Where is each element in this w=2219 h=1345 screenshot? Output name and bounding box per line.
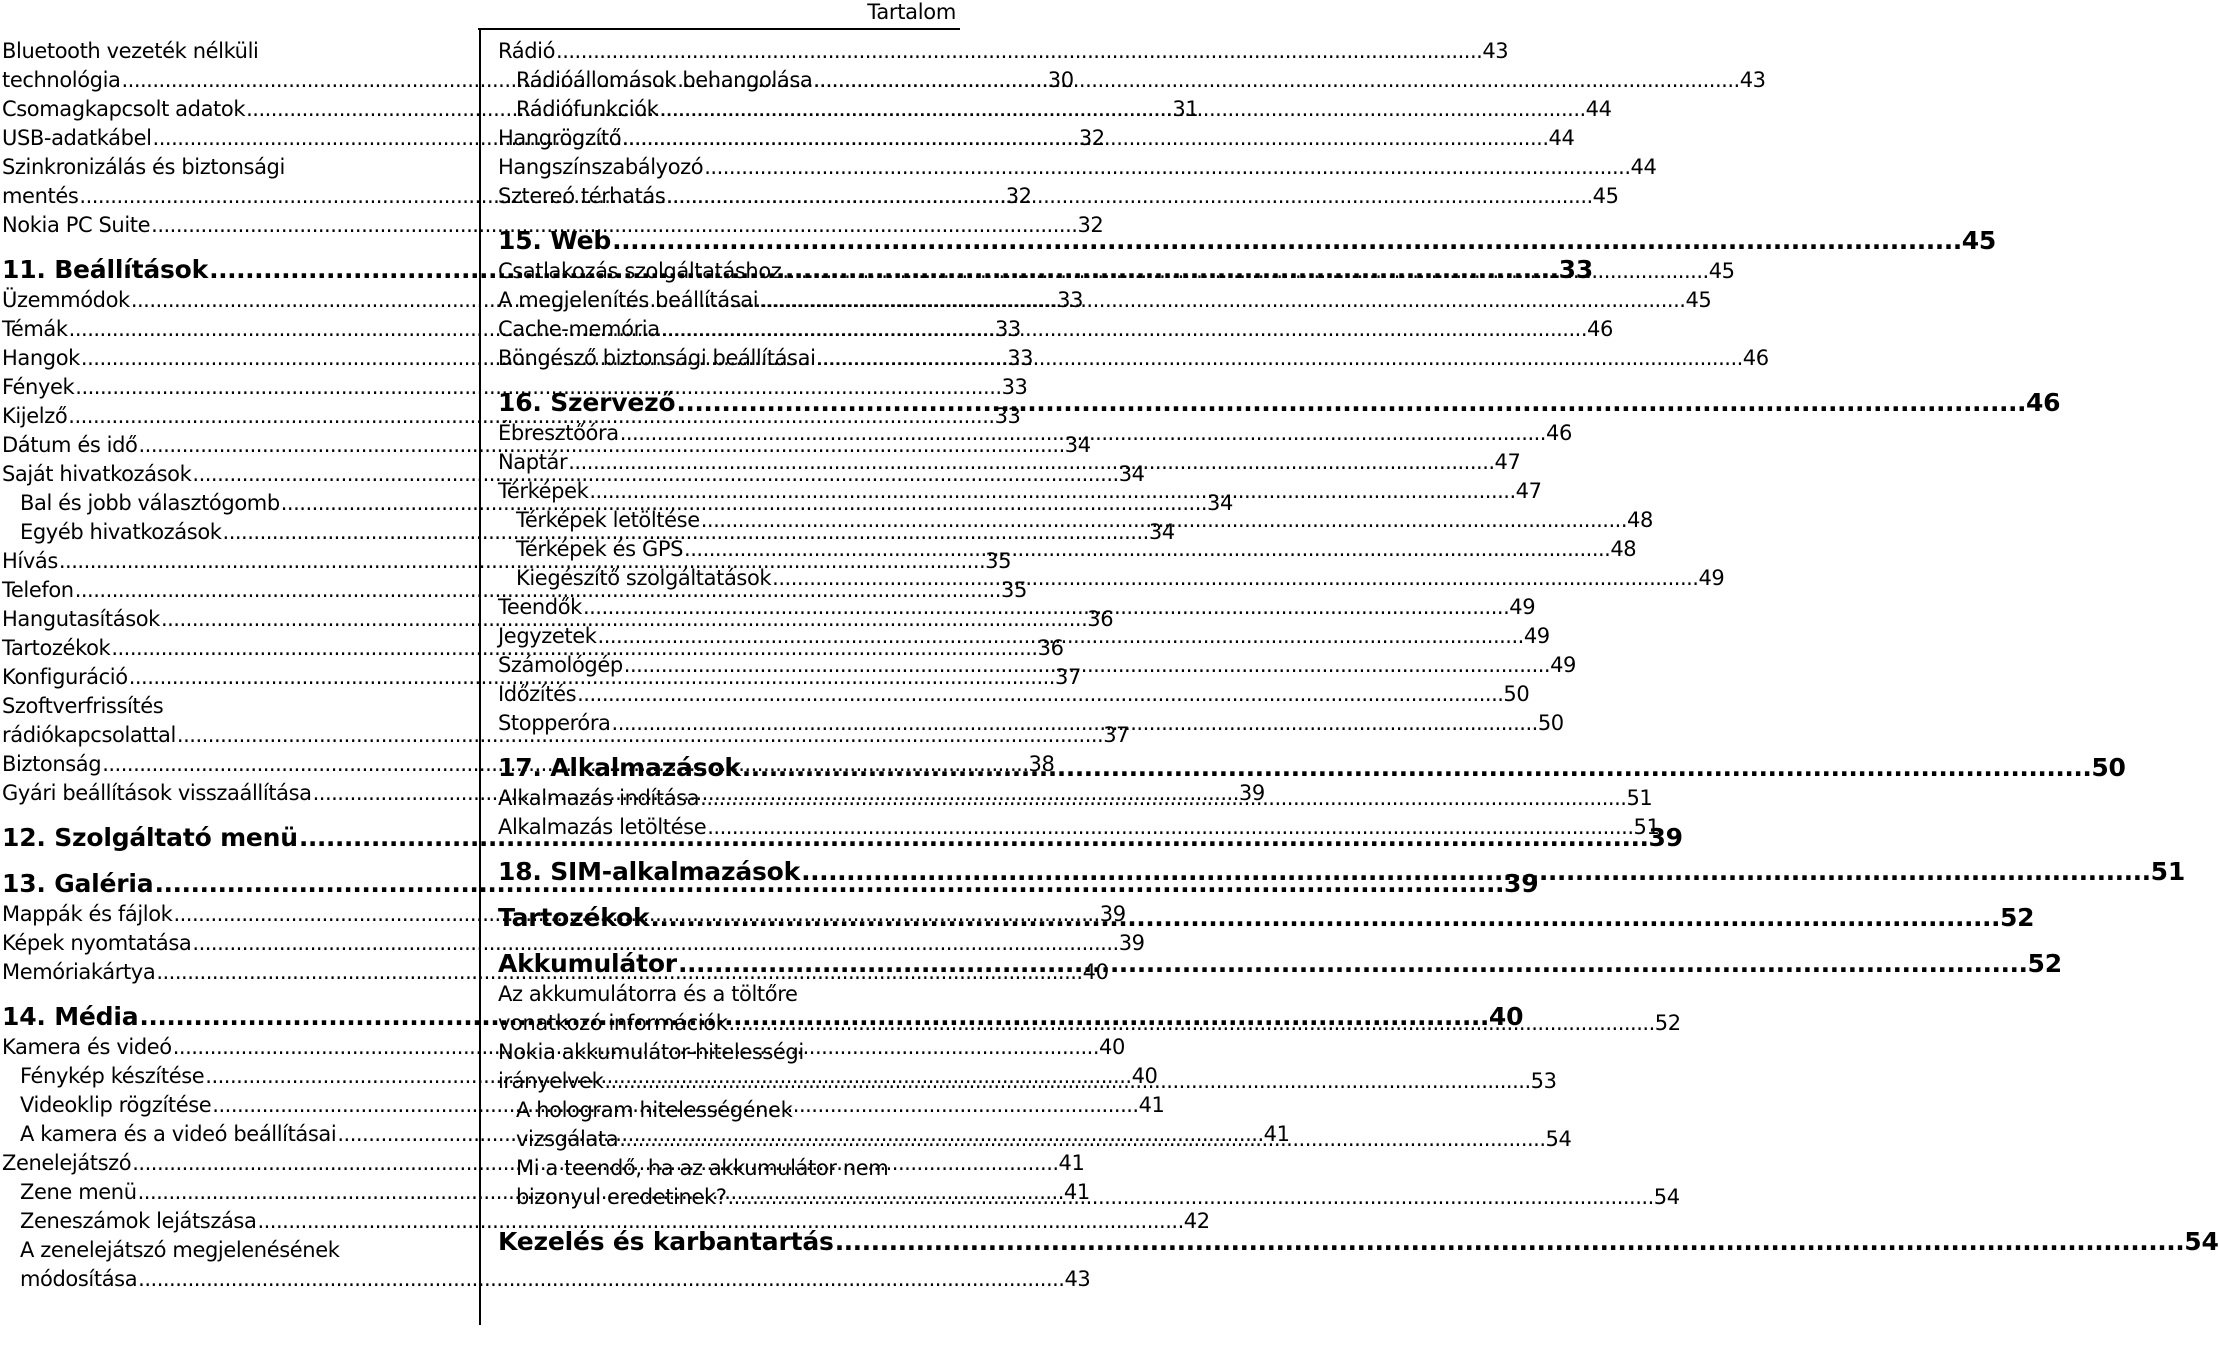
toc-entry-title: Rádiófunkciók [516,97,659,121]
toc-page-number: 47 [1494,450,1521,474]
toc-page-number: 40 [1131,1064,1158,1088]
toc-page-number: 54 [1653,1185,1680,1209]
toc-page-number: 51 [1633,815,1660,839]
toc-page-number: 33 [1057,288,1084,312]
toc-entry-title: Ébresztőóra [498,421,619,445]
toc-entry-title: Hangszínszabályozó [498,155,704,179]
dot-leader [782,257,1708,286]
toc-page-number: 50 [1537,711,1564,735]
toc-page-number: 37 [1103,723,1130,747]
toc-entry[interactable] [498,680,1530,709]
dot-leader [801,855,2151,888]
toc-entry-title: Képek nyomtatása [2,931,192,955]
toc-entry-title: Mi a teendő, ha az akkumulátor nem [516,1156,889,1180]
toc-entry-title: Fénykép készítése [20,1064,205,1088]
dot-leader [612,224,1962,257]
toc-entry-title: 15. Web [498,226,612,255]
toc-entry-title: Térképek és GPS [516,537,684,561]
toc-entry-title: A zenelejátszó megjelenésének [20,1238,340,1262]
toc-page-number: 33 [1558,255,1594,284]
toc-entry-title: Az akkumulátorra és a töltőre [498,982,798,1006]
toc-entry[interactable] [2,373,1028,402]
toc-entry-title: 17. Alkalmazások [498,753,741,782]
toc-entry-title: 14. Média [2,1002,139,1031]
toc-page-number: 45 [1708,259,1735,283]
toc-entry[interactable] [2,929,1145,958]
toc-entry-title: Kamera és videó [2,1035,172,1059]
dot-leader [659,95,1585,124]
toc-page-number: 45 [1685,288,1712,312]
toc-entry-title: Saját hivatkozások [2,462,192,486]
toc-page-number: 36 [1087,607,1114,631]
section-spacer [2,808,460,821]
toc-entry[interactable] [498,37,1509,66]
section-spacer [498,211,956,224]
toc-page-number: 47 [1515,479,1542,503]
toc-entry-title: Videoklip rögzítése [20,1093,212,1117]
toc-page-number: 46 [1545,421,1572,445]
toc-page-number: 39 [1238,781,1265,805]
toc-page-number: 45 [1592,184,1619,208]
toc-page-number: 36 [1037,636,1064,660]
toc-page-number: 32 [1077,213,1104,237]
toc-page-number: 41 [1063,1180,1090,1204]
toc-entry-title: Bluetooth vezeték nélküli [2,39,259,63]
toc-page-number: 43 [1482,39,1509,63]
toc-page-number: 46 [2025,388,2061,417]
toc-page-number: 44 [1548,126,1575,150]
toc-entry-title: Teendők [498,595,582,619]
toc-page-number: 33 [1007,346,1034,370]
section-spacer [498,1212,956,1225]
toc-page-number: 52 [1654,1011,1681,1035]
dot-leader [700,784,1626,813]
toc-entry-title: Nokia PC Suite [2,213,151,237]
toc-page-number: 49 [1509,595,1536,619]
toc-page-number: 33 [994,317,1021,341]
dot-leader [701,506,1627,535]
toc-entry-title: Térképek [498,479,589,503]
toc-entry-title: Szoftverfrissítés [2,694,164,718]
toc-page-number: 49 [1698,566,1725,590]
toc-page-number: 39 [1099,902,1126,926]
dot-leader [138,1265,1064,1294]
dot-leader [650,901,2000,934]
toc-page-number: 43 [1064,1267,1091,1291]
toc-page-number: 46 [1742,346,1769,370]
toc-entry [2,1236,460,1265]
toc-page-number: 40 [1082,960,1109,984]
toc-page-number: 46 [1587,317,1613,341]
toc-entry-title: Stopperóra [498,711,611,735]
toc-entry-title: 12. Szolgáltató menü [2,823,298,852]
toc-entry-title: Mappák és fájlok [2,902,173,926]
toc-entry-title: Kijelző [2,404,68,428]
toc-page-number: 39 [1118,931,1145,955]
dot-leader [727,1183,1653,1212]
dot-leader [817,344,1743,373]
toc-entry-title: vizsgálata [516,1127,619,1151]
section-spacer [498,888,956,901]
toc-entry [2,153,460,182]
toc-entry-title: Hangok [2,346,80,370]
toc-entry-title: A megjelenítés beállításai [498,288,759,312]
toc-entry [498,980,956,1009]
toc-entry-title: Nokia akkumulátor-hitelességi [498,1040,804,1064]
toc-page-number: 31 [1172,97,1199,121]
toc-page-number: 50 [1503,682,1530,706]
dot-leader [568,448,1494,477]
dot-leader [661,315,1587,344]
toc-entry-title: Témák [2,317,68,341]
toc-page-number: 35 [1000,578,1027,602]
dot-leader [704,153,1630,182]
dot-leader [676,386,2026,419]
dot-leader [612,709,1538,738]
toc-page-number: 35 [985,549,1012,573]
toc-page-number: 34 [1148,520,1175,544]
toc-page-number: 41 [1058,1151,1085,1175]
toc-entry-title: Memóriakártya [2,960,156,984]
toc-page-number: 49 [1523,624,1550,648]
toc-entry-title: módosítása [20,1267,138,1291]
dot-leader [813,66,1739,95]
dot-leader [835,1225,2185,1258]
toc-entry-title: Hangutasítások [2,607,160,631]
toc-entry-title: 11. Beállítások [2,255,209,284]
toc-entry[interactable] [2,1265,1091,1294]
dot-leader [624,651,1550,680]
toc-page-number: 48 [1610,537,1637,561]
toc-page-number: 30 [1047,68,1074,92]
section-spacer [498,373,956,386]
dot-leader [604,1067,1530,1096]
toc-entry-title: Zenelejátszó [2,1151,132,1175]
toc-page-number: 34 [1064,433,1091,457]
toc-entry[interactable] [498,153,1657,182]
section-spacer [498,842,956,855]
toc-entry-title: Tartozékok [498,903,650,932]
dot-leader [666,182,1592,211]
toc-entry-title: Bal és jobb választógomb [20,491,280,515]
toc-entry-title: Rádióállomások behangolása [516,68,813,92]
toc-entry [2,37,460,66]
toc-entry-title: irányelvek [498,1069,604,1093]
toc-page-number: 41 [1263,1122,1290,1146]
toc-entry-title: Kezelés és karbantartás [498,1227,834,1256]
toc-page-number: 44 [1630,155,1657,179]
section-spacer [498,934,956,947]
toc-page-number: 54 [1545,1127,1572,1151]
toc-entry-title: Hangrögzítő [498,126,622,150]
toc-page-number: 34 [1118,462,1145,486]
dot-leader [742,751,2092,784]
toc-entry-title: Cache-memória [498,317,660,341]
toc-entry-title: Gyári beállítások visszaállítása [2,781,312,805]
toc-entry [2,692,460,721]
section-spacer [2,987,460,1000]
toc-entry-title: rádiókapcsolattal [2,723,176,747]
toc-page-number: 43 [1739,68,1766,92]
toc-entry[interactable] [2,1207,1210,1236]
toc-entry-title: Konfiguráció [2,665,128,689]
toc-entry-title: technológia [2,68,121,92]
toc-entry-title: Alkalmazás indítása [498,786,700,810]
toc-page-number: 33 [994,404,1021,428]
toc-page-number: 52 [2027,949,2062,978]
dot-leader [620,419,1546,448]
toc-entry-title: USB-adatkábel [2,126,152,150]
toc-entry-title: A hologram hitelességének [516,1098,793,1122]
header-rule [478,28,960,30]
toc-entry-title: vonatkozó információk [498,1011,728,1035]
toc-page-number: 52 [1999,903,2035,932]
toc-entry-title: Időzítés [498,682,577,706]
toc-entry-title: 16. Szervező [498,388,676,417]
toc-page-number: 50 [2091,753,2126,782]
section-spacer [498,738,956,751]
toc-entry-title: Térképek letöltése [516,508,700,532]
dot-leader [759,286,1685,315]
dot-leader [707,813,1633,842]
toc-entry [498,1154,956,1183]
toc-page-number: 44 [1585,97,1612,121]
dot-leader [728,1009,1654,1038]
toc-entry[interactable] [2,211,1104,240]
toc-page-number: 51 [1626,786,1653,810]
toc-entry-title: Böngésző biztonsági beállításai [498,346,816,370]
toc-entry-title: 18. SIM-alkalmazások [498,857,801,886]
toc-page-number: 39 [1504,869,1539,898]
toc-page-number: 45 [1961,226,1997,255]
toc-entry-title: Kiegészítő szolgáltatások [516,566,772,590]
toc-page-number: 40 [1099,1035,1125,1059]
toc-page-number: 32 [1005,184,1032,208]
toc-entry-title: Naptár [498,450,568,474]
toc-page-number: 51 [2150,857,2186,886]
toc-page-number: 37 [1054,665,1081,689]
toc-entry-title: Szinkronizálás és biztonsági [2,155,285,179]
page-header-title: Tartalom [867,0,956,24]
dot-leader [556,37,1482,66]
toc-page-number: 53 [1530,1069,1557,1093]
toc-entry-title: 13. Galéria [2,869,154,898]
dot-leader [678,947,2028,980]
toc-entry-title: Zeneszámok lejátszása [20,1209,257,1233]
toc-entry-title: mentés [2,184,79,208]
toc-entry-title: Dátum és idő [2,433,138,457]
toc-entry-title: Alkalmazás letöltése [498,815,707,839]
toc-entry-title: bizonyul eredetinek? [516,1185,727,1209]
toc-page-number: 32 [1078,126,1105,150]
toc-entry-title: Üzemmódok [2,288,130,312]
section-spacer [2,854,460,867]
toc-page-number: 33 [1001,375,1028,399]
toc-page-number: 41 [1138,1093,1165,1117]
toc-entry [498,1038,956,1067]
toc-entry [498,1096,956,1125]
toc-entry-title: Számológép [498,653,623,677]
dot-leader [619,1125,1545,1154]
toc-entry-title: Hívás [2,549,58,573]
dot-leader [583,593,1509,622]
dot-leader [598,622,1524,651]
toc-entry-title: Egyéb hivatkozások [20,520,222,544]
toc-page-number: 42 [1183,1209,1210,1233]
toc-entry-title: Sztereó térhatás [498,184,666,208]
toc-entry-title: A kamera és a videó beállításai [20,1122,337,1146]
toc-entry-title: Zene menü [20,1180,137,1204]
toc-entry-title: Rádió [498,39,556,63]
toc-page-number: 39 [1648,823,1683,852]
dot-leader [772,564,1698,593]
toc-entry-title: Akkumulátor [498,949,677,978]
toc-page-number: 40 [1488,1002,1524,1031]
toc-page-number: 38 [1028,752,1055,776]
toc-entry-title: Biztonság [2,752,102,776]
dot-leader [684,535,1610,564]
toc-entry-title: Csomagkapcsolt adatok [2,97,246,121]
dot-leader [589,477,1515,506]
toc-page-number: 34 [1207,491,1233,515]
toc-entry-title: Telefon [2,578,74,602]
toc-page-number: 49 [1550,653,1577,677]
toc-entry-title: Jegyzetek [498,624,597,648]
dot-leader [577,680,1503,709]
toc-section-heading[interactable] [498,1225,2219,1258]
toc-entry-title: Tartozékok [2,636,111,660]
toc-entry-title: Fények [2,375,75,399]
dot-leader [622,124,1548,153]
toc-entry-title: Csatlakozás szolgáltatáshoz [498,259,782,283]
toc-entry[interactable] [498,813,1660,842]
section-spacer [2,240,460,253]
toc-page-number: 54 [2184,1227,2219,1256]
toc-page-number: 48 [1627,508,1653,532]
